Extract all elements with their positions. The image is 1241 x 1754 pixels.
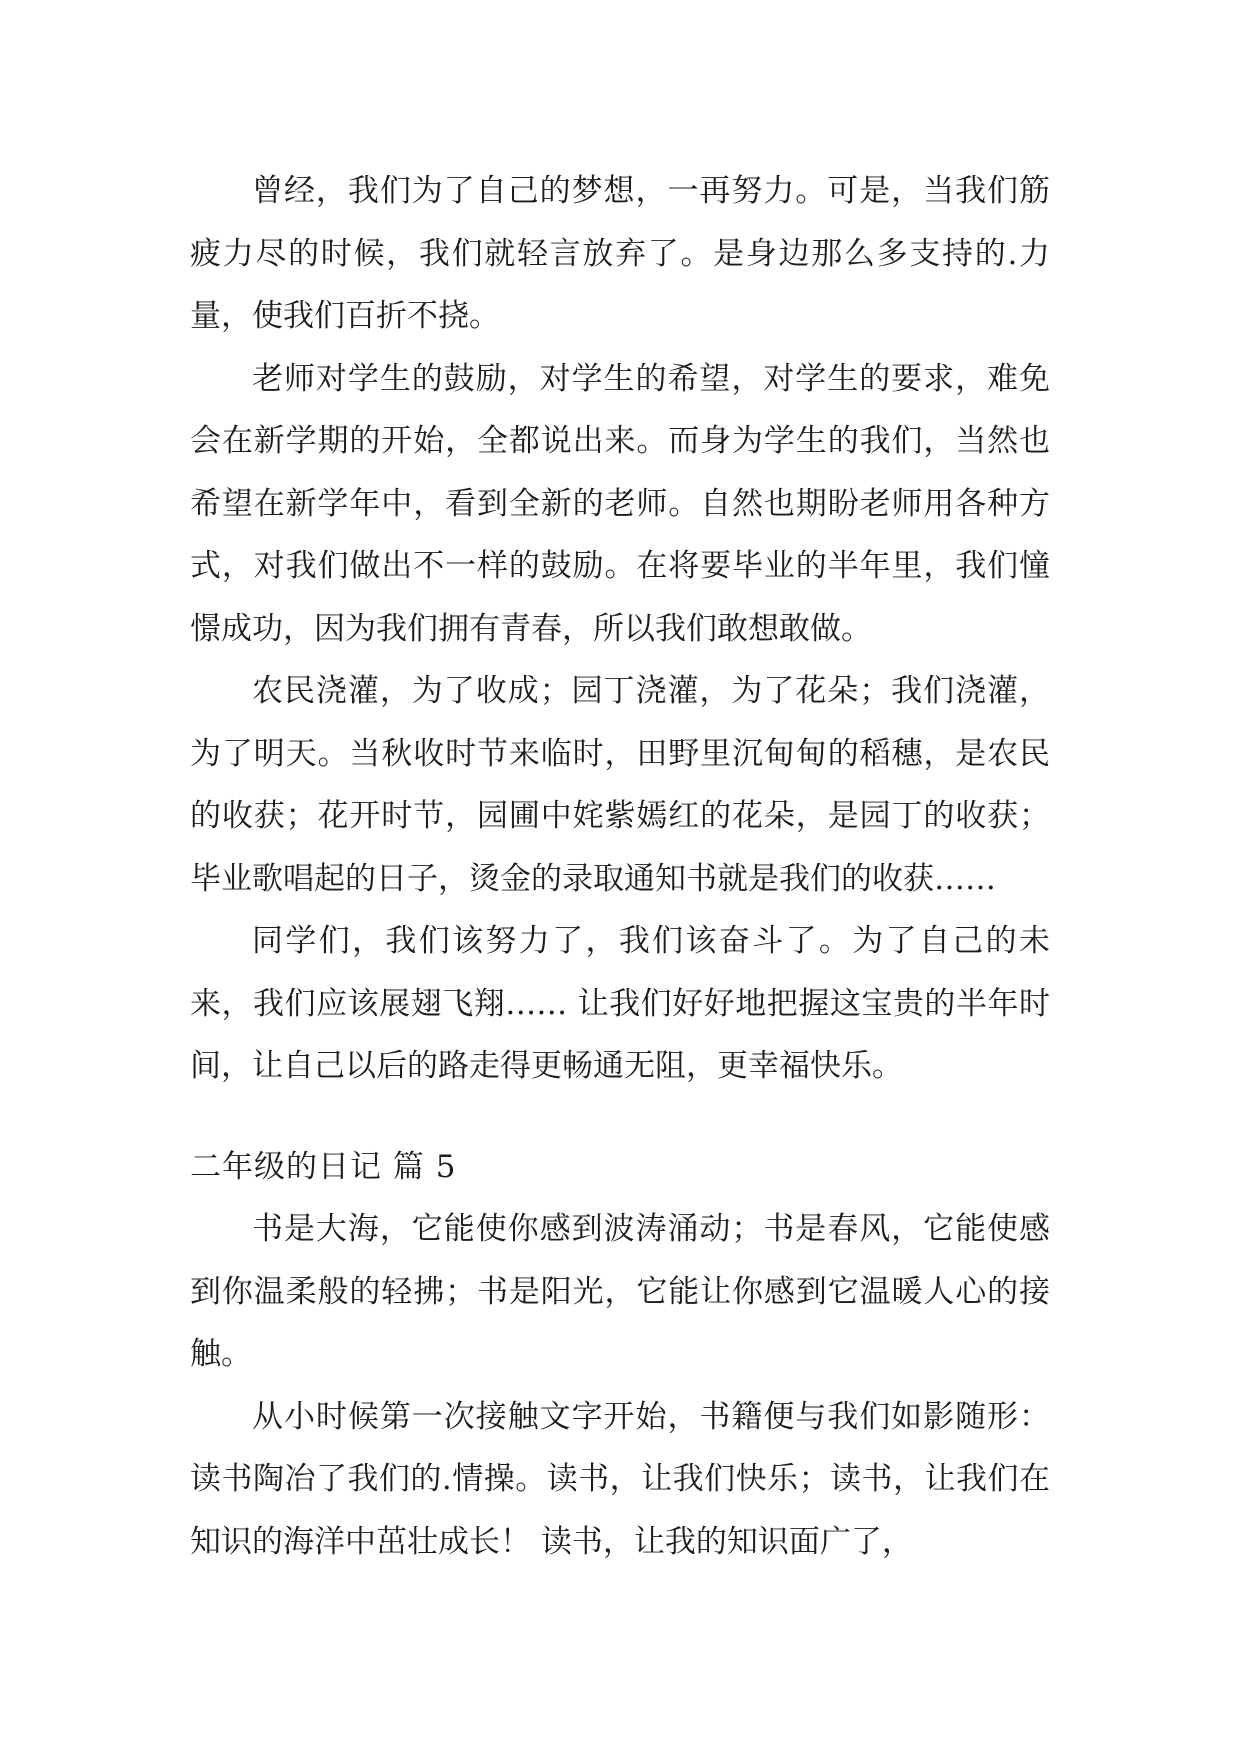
paragraph-reading: 从小时候第一次接触文字开始，书籍便与我们如影随形：读书陶冶了我们的.情操。读书，让我们快乐；读书，让我们在知识的海洋中茁壮成长！ 读书，让我的知识面广了， <box>190 1398 1050 1560</box>
paragraph-dream: 曾经，我们为了自己的梦想，一再努力。可是，当我们筋疲力尽的时候，我们就轻言放弃了。是身边那么多支持的.力量，使我们百折不挠。 <box>190 173 1050 334</box>
paragraph-teacher: 老师对学生的鼓励，对学生的希望，对学生的要求，难免会在新学期的开始，全都说出来。而身为学生的我们，当然也希望在新学年中，看到全新的老师。自然也期盼老师用各种方式，对我们做出不一样的鼓励。在将要毕业的半年里，我们憧憬成功，因为我们拥有青春，所以我们敢想敢做。 <box>190 360 1050 647</box>
paragraph-books-metaphor: 书是大海，它能使你感到波涛涌动；书是春风，它能使感到你温柔般的轻拂；书是阳光，它能让你感到它温暖人心的接触。 <box>190 1211 1050 1372</box>
section-heading: 二年级的日记 篇 5 <box>190 1148 457 1185</box>
paragraph-harvest: 农民浇灌，为了收成；园丁浇灌，为了花朵；我们浇灌，为了明天。当秋收时节来临时，田野里沉甸甸的稻穗，是农民的收获；花开时节，园圃中姹紫嫣红的花朵，是园丁的收获；毕业歌唱起的日子，烫金的录取通知书就是我们的收获…… <box>190 673 1050 897</box>
paragraph-classmates: 同学们，我们该努力了，我们该奋斗了。为了自己的未来，我们应该展翅飞翔…… 让我们好好地把握这宝贵的半年时间，让自己以后的路走得更畅通无阻，更幸福快乐。 <box>190 923 1050 1084</box>
document-body <box>190 160 1050 1573</box>
